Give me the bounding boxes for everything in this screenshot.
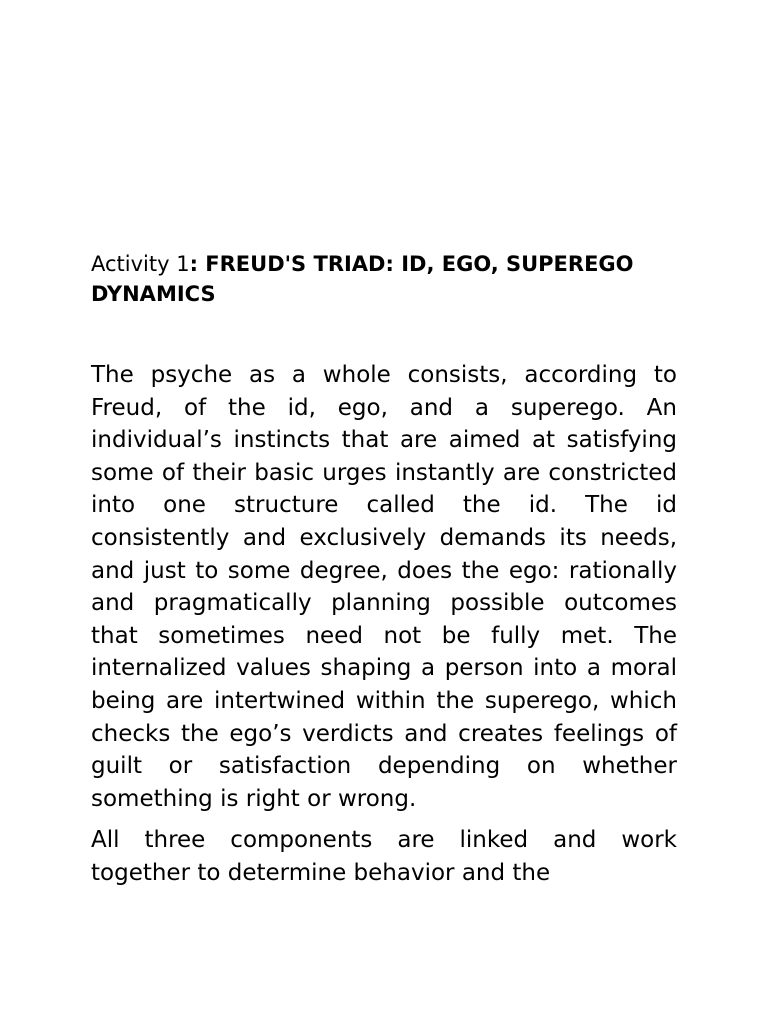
body-paragraph-2: All three components are linked and work together to determine behavior and the [91,827,677,886]
body-paragraph-1: The psyche as a whole consists, according to Freud, of the id, ego, and a superego. An individual’s instincts that are aimed at satisfying some of their basic urges instantly are constricted into one structure called the id. The id consistently and exclusively demands its needs, and just to some degree, does the ego: rationally and pragmatically planning possible outcomes that sometimes need not be fully met. The internalized values shaping a person into a moral being are intertwined within the superego, which checks the ego’s verdicts and creates feelings of guilt or satisfaction depending on whether something is right or wrong. [91,362,677,812]
document-body [91,249,677,890]
activity-title: : FREUD'S TRIAD: ID, EGO, SUPEREGO DYNAMICS [91,252,634,306]
activity-label: Activity 1 [91,252,190,276]
activity-heading [91,249,677,309]
